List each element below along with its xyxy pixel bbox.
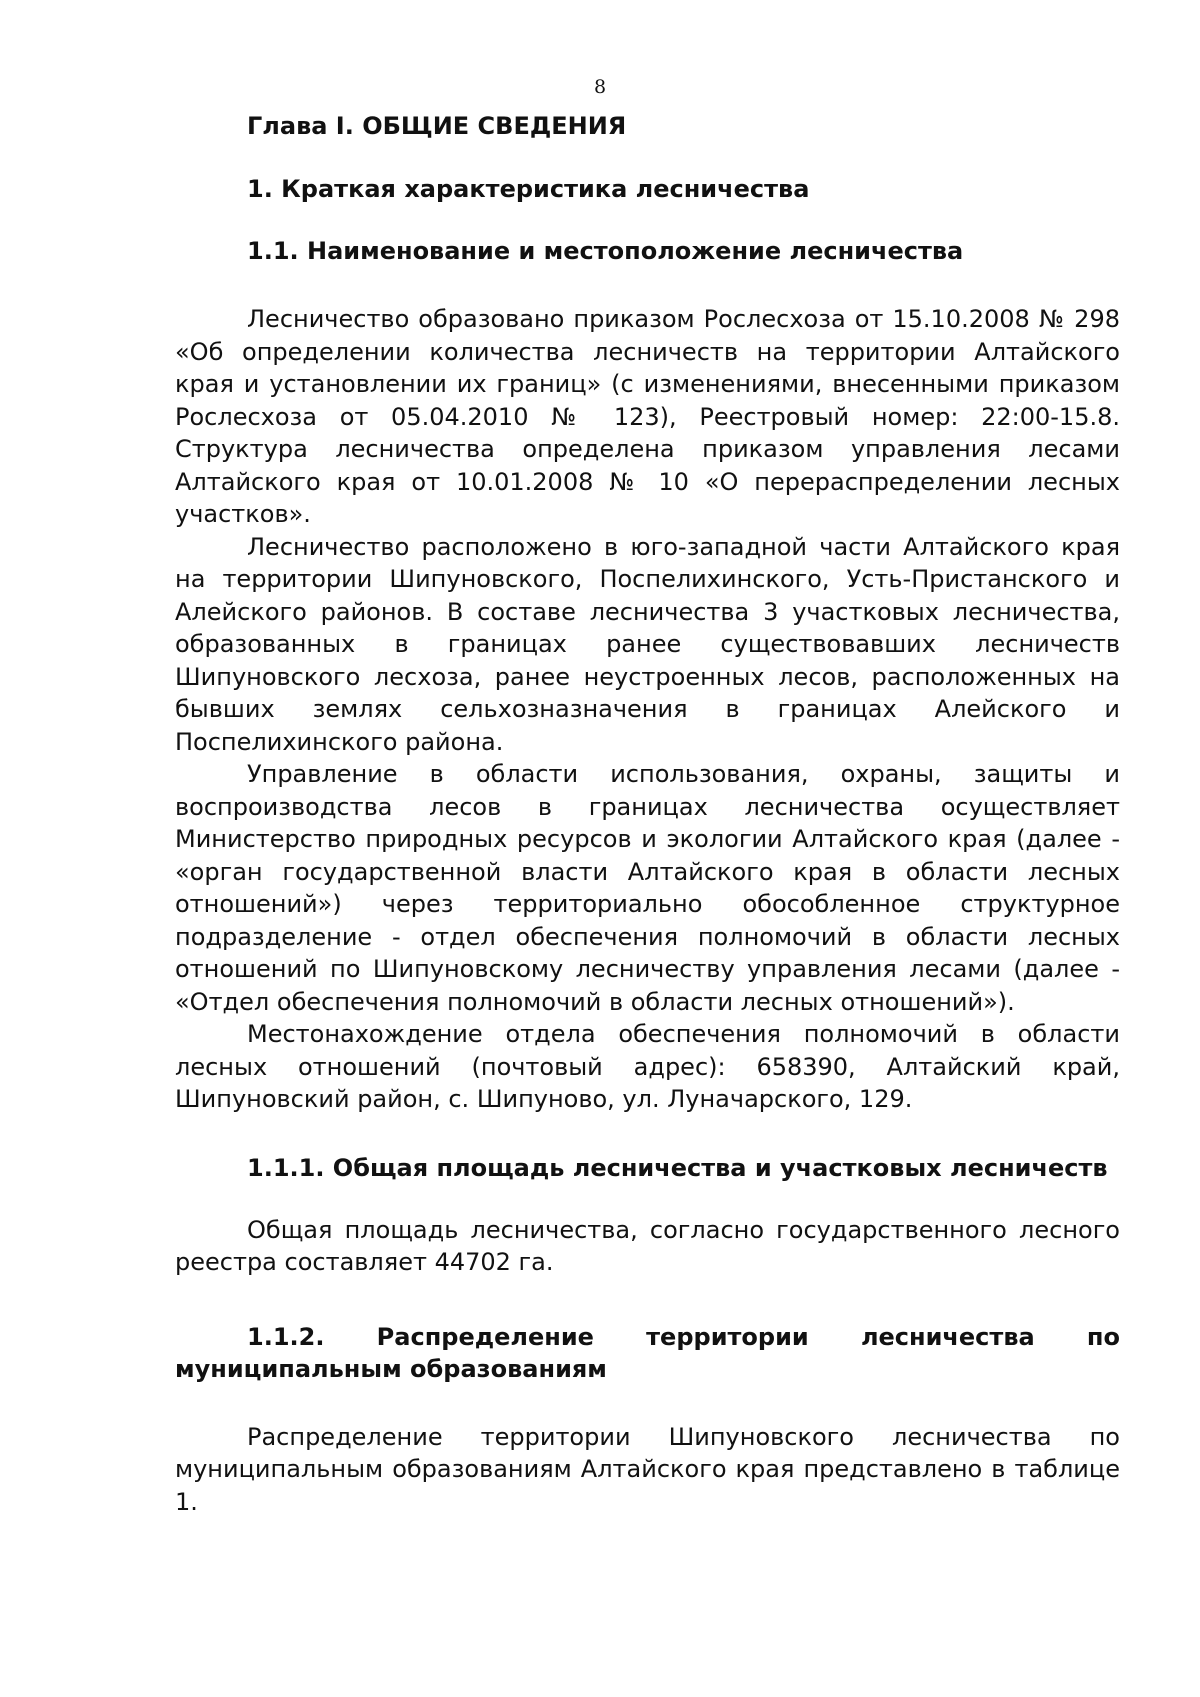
paragraph: Местонахождение отдела обеспечения полномочий в области лесных отношений (почтовый адрес): 658390, Алтайский край, Шипуновский район, с. Шипуново, ул. Луначарского, 129. [175,1020,1120,1113]
section-heading-1: 1. Краткая характеристика лесничества [247,175,810,203]
page-number: 8 [593,76,607,98]
section-heading-1-1-2: 1.1.2. Распределение территории лесничества по муниципальным образованиям [175,1322,1120,1383]
document-body [175,110,1120,1518]
paragraph: Общая площадь лесничества, согласно государственного лесного реестра составляет 44702 га. [175,1215,1120,1276]
chapter-title: Глава I. ОБЩИЕ СВЕДЕНИЯ [247,112,627,140]
section-heading-1-1: 1.1. Наименование и местоположение лесничества [247,237,964,265]
section-heading-1-1-1: 1.1.1. Общая площадь лесничества и участковых лесничеств [247,1153,1108,1182]
paragraph: Лесничество образовано приказом Рослесхоза от 15.10.2008 № 298 «Об определении количества лесничеств на территории Алтайского края и установлении их границ» (с изменениями, внесенными приказом Рослесхоза от 05.04.2010 № 123), Реестровый номер: 22:00-15.8. Структура лесничества определена приказом управления лесами Алтайского края от 10.01.2008 № 10 «О перераспределении лесных участков». [175,305,1120,528]
paragraph: Лесничество расположено в юго-западной части Алтайского края на территории Шипуновского, Поспелихинского, Усть-Пристанского и Алейского районов. В составе лесничества 3 участковых лесничества, образованных в границах ранее существовавших лесничеств Шипуновского лесхоза, ранее неустроенных лесов, расположенных на бывших землях сельхозназначения в границах Алейского и Поспелихинского района. [175,532,1120,756]
paragraph: Распределение территории Шипуновского лесничества по муниципальным образованиям Алтайского края представлено в таблице 1. [175,1422,1120,1516]
paragraph: Управление в области использования, охраны, защиты и воспроизводства лесов в границах лесничества осуществляет Министерство природных ресурсов и экологии Алтайского края (далее - «орган государственной власти Алтайского края в области лесных отношений») через территориально обособленное структурное подразделение - отдел обеспечения полномочий в области лесных отношений по Шипуновскому лесничеству управления лесами (далее - «Отдел обеспечения полномочий в области лесных отношений»). [175,760,1120,1016]
